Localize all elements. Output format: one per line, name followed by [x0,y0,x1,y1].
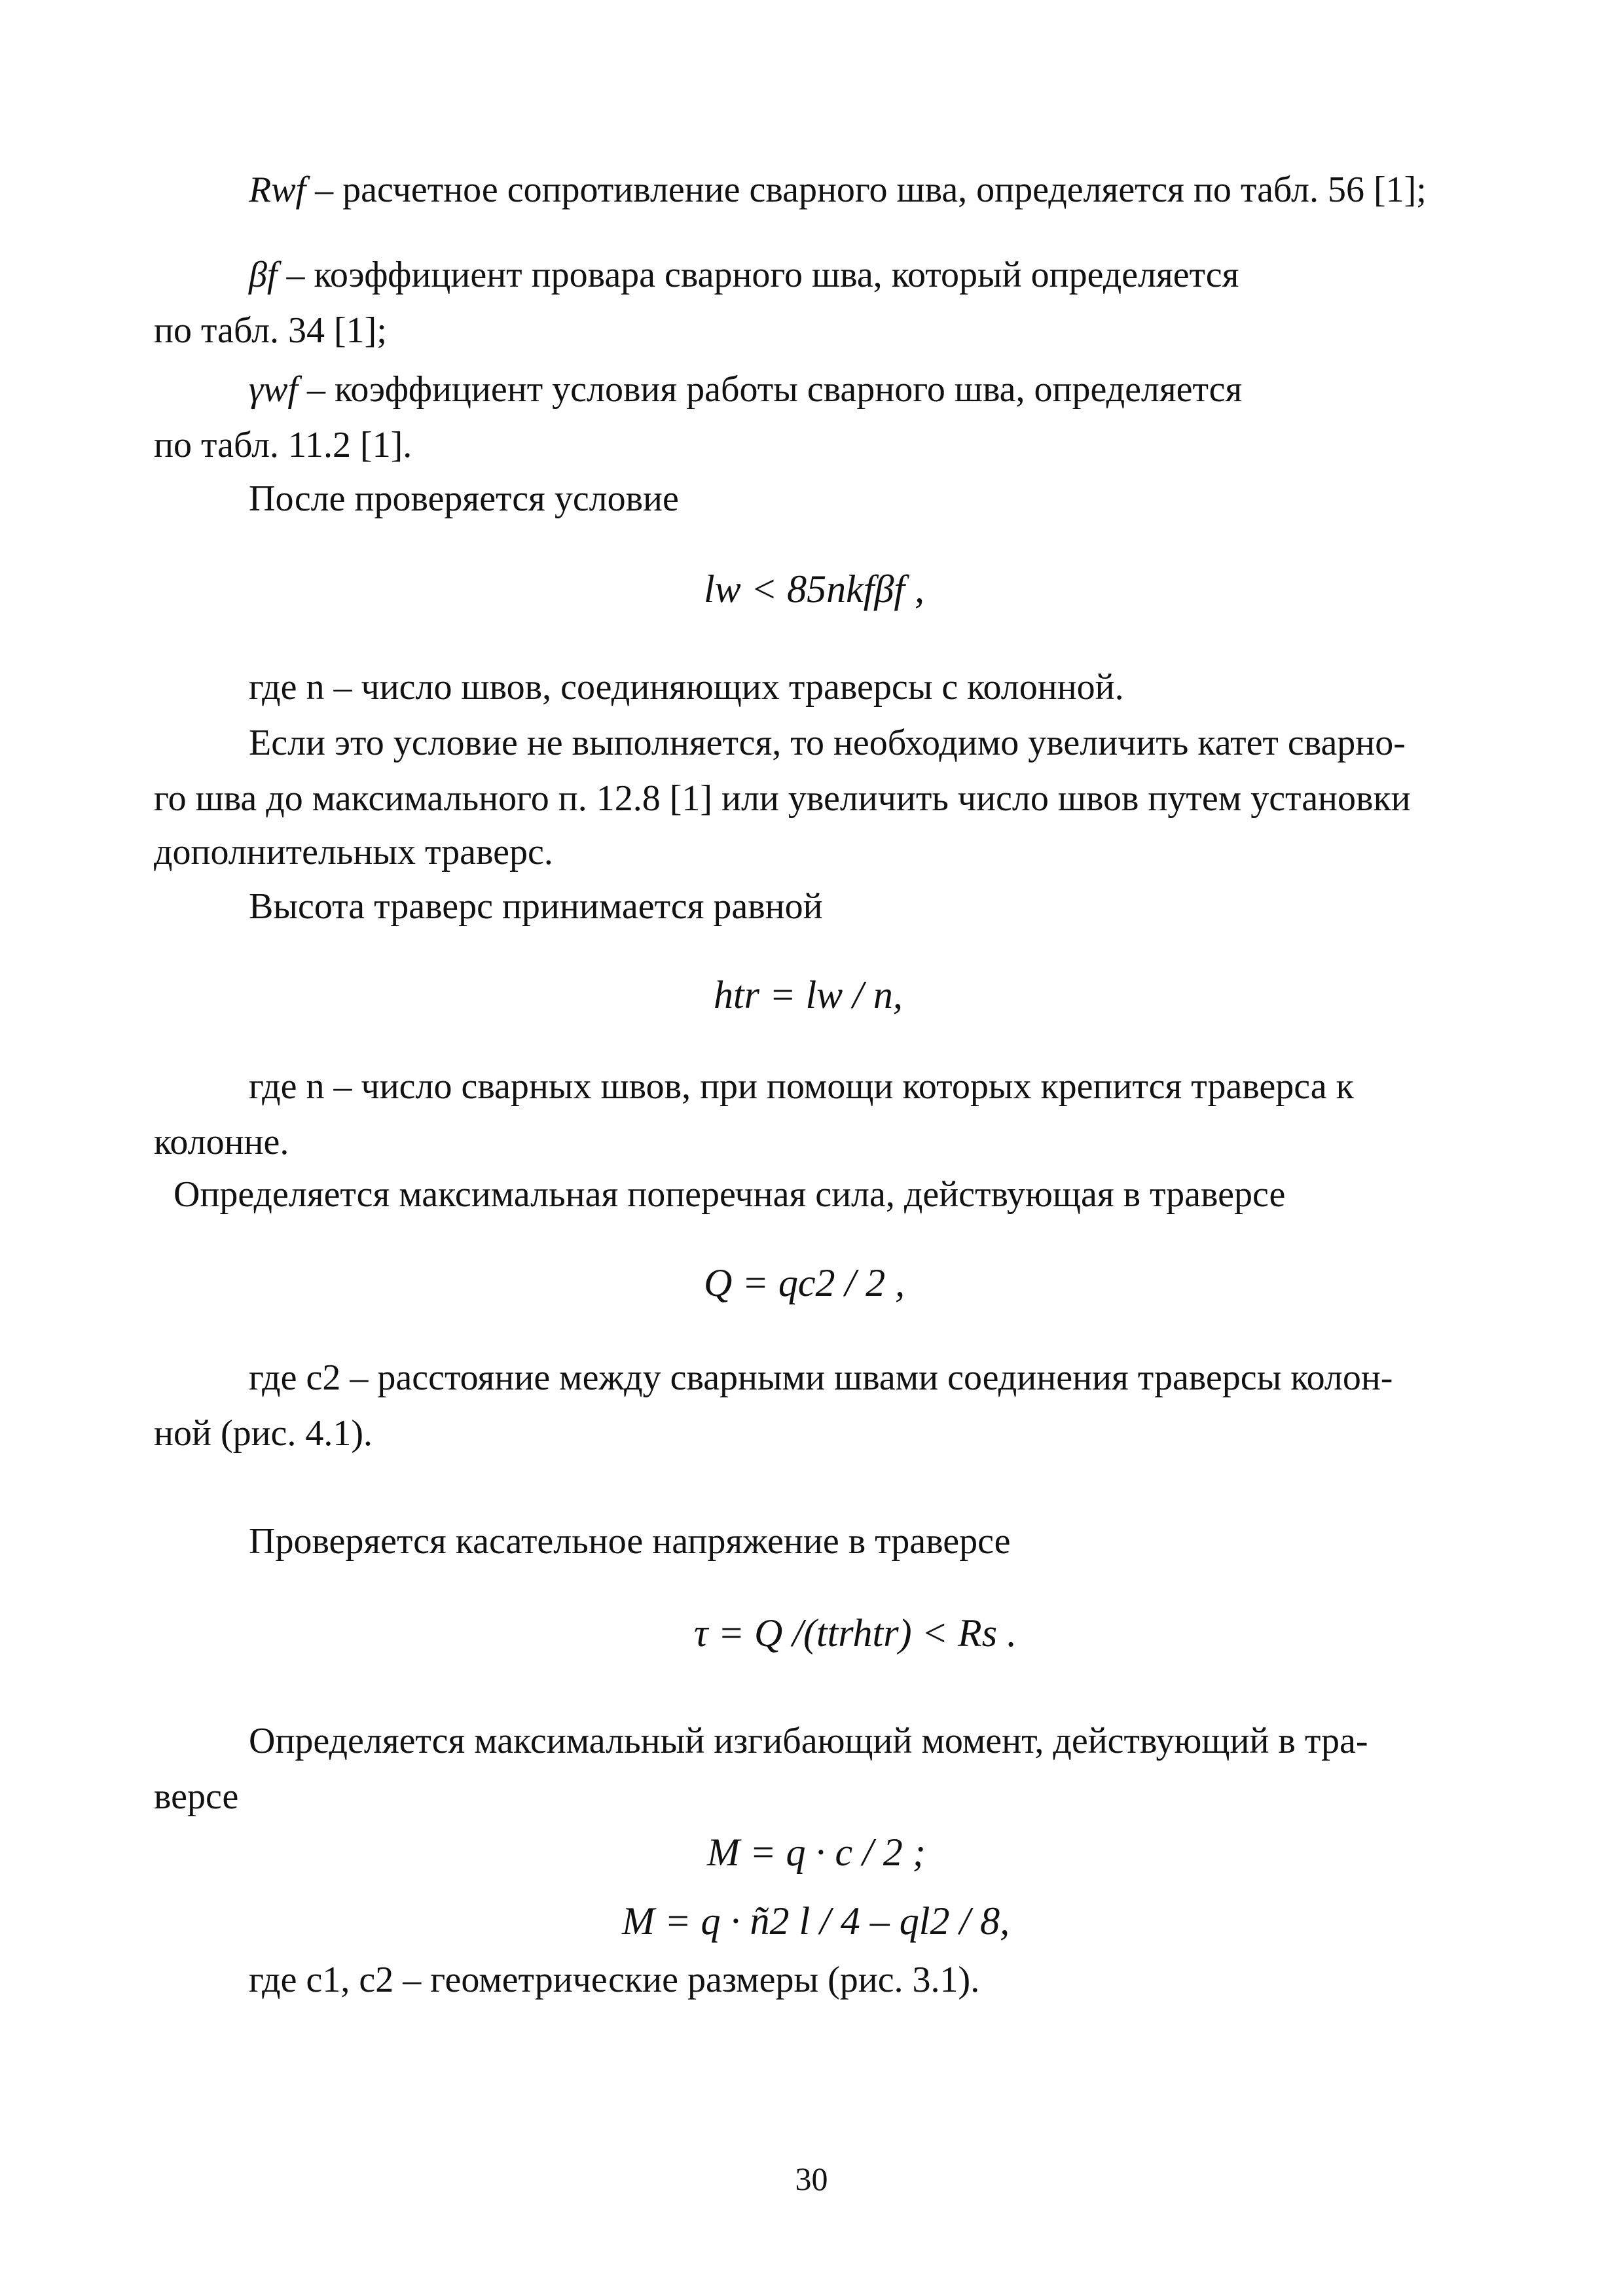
text-line: колонне. [154,1122,289,1162]
text-line-rwf: Rwf – расчетное сопротивление сварного шва, определяется по табл. 56 [1]; [249,170,1427,210]
text-line: Высота траверс принимается равной [249,886,823,927]
text-line: После проверяется условие [249,478,679,519]
text-line: по табл. 11.2 [1]. [154,425,412,465]
text-line: Определяется максимальная поперечная сила, действующая в траверсе [173,1174,1286,1215]
text-line: Если это условие не выполняется, то необходимо увеличить катет сварно- [249,723,1406,763]
text-line: ной (рис. 4.1). [154,1413,373,1454]
formula-shear-force: Q = qc2 / 2 , [704,1261,905,1304]
text-line: Определяется максимальный изгибающий момент, действующий в тра- [249,1721,1368,1761]
text-line: по табл. 34 [1]; [154,310,387,351]
formula-bending-moment-2: M = q · ñ2 l / 4 – ql2 / 8, [622,1899,1010,1943]
formula-shear-stress: τ = Q /(ttrhtr) < Rs . [694,1611,1017,1655]
text-line: Проверяется касательное напряжение в траверсе [249,1521,1011,1562]
formula-bending-moment-1: M = q · c / 2 ; [707,1831,926,1874]
text-line: го шва до максимального п. 12.8 [1] или увеличить число швов путем установки [154,778,1411,819]
text-line: дополнительных траверс. [154,832,553,872]
text-line: где n – число швов, соединяющих траверсы с колонной. [249,667,1124,708]
formula-weld-length: lw < 85nkfβf , [704,567,925,611]
formula-traverse-height: htr = lw / n, [714,973,903,1016]
text-line-gamma: γwf – коэффициент условия работы сварного шва, определяется [249,369,1243,410]
page-number: 30 [795,2161,828,2197]
text-line: где c1, c2 – геометрические размеры (рис. 3.1). [249,1960,980,2000]
text-line: где c2 – расстояние между сварными швами соединения траверсы колон- [249,1357,1393,1398]
text-line: версе [154,1776,239,1817]
text-line: где n – число сварных швов, при помощи которых крепится траверса к [249,1066,1354,1107]
text-line-beta: βf – коэффициент провара сварного шва, который определяется [249,255,1239,295]
